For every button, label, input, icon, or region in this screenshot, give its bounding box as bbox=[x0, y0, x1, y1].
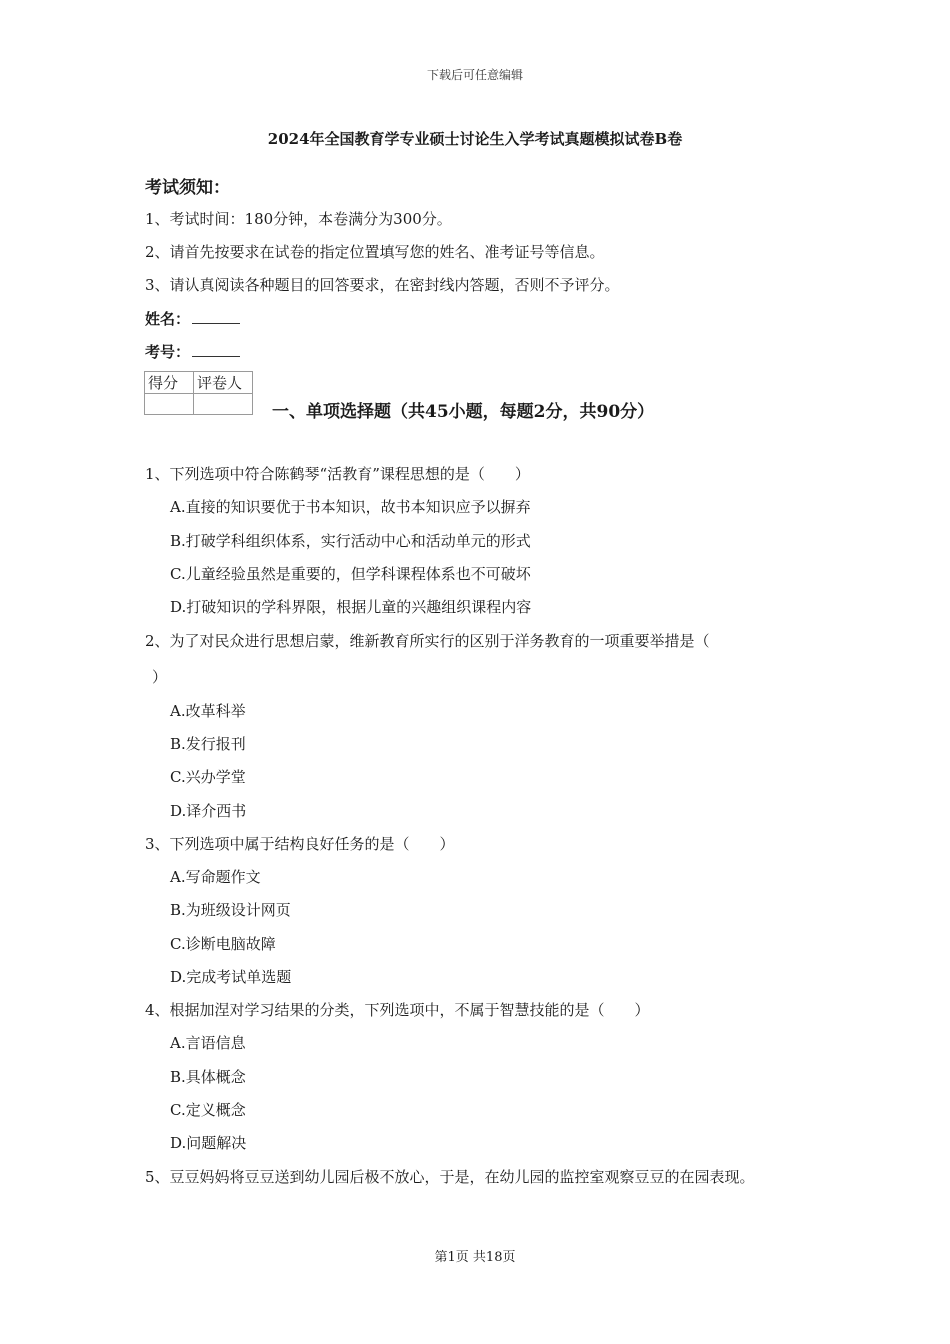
option: A.言语信息 bbox=[170, 1034, 246, 1052]
score-cell[interactable] bbox=[145, 394, 194, 415]
page-footer: 第1页 共18页 bbox=[434, 1250, 516, 1265]
option: B.打破学科组织体系，实行活动中心和活动单元的形式 bbox=[170, 532, 531, 550]
grader-cell[interactable] bbox=[194, 394, 253, 415]
notice-item: 2、请首先按要求在试卷的指定位置填写您的姓名、准考证号等信息。 bbox=[145, 243, 605, 261]
option: C.儿童经验虽然是重要的，但学科课程体系也不可破坏 bbox=[170, 565, 531, 583]
document-title: 2024年全国教育学专业硕士讨论生入学考试真题模拟试卷B卷 bbox=[267, 130, 683, 148]
header-note: 下载后可任意编辑 bbox=[426, 68, 523, 82]
grader-header: 评卷人 bbox=[194, 372, 253, 394]
option: A.改革科举 bbox=[170, 702, 246, 720]
name-label: 姓名： bbox=[145, 310, 191, 328]
option: B.发行报刊 bbox=[170, 735, 246, 753]
option: D.问题解决 bbox=[170, 1134, 247, 1152]
section-heading: 一、单项选择题（共45小题，每题2分，共90分） bbox=[272, 402, 655, 422]
name-blank[interactable] bbox=[192, 309, 240, 324]
score-table bbox=[144, 371, 253, 415]
notice-item: 1、考试时间：180分钟，本卷满分为300分。 bbox=[145, 210, 452, 228]
question-stem: 4、根据加涅对学习结果的分类，下列选项中，不属于智慧技能的是（ ） bbox=[145, 1001, 650, 1019]
option: C.兴办学堂 bbox=[170, 768, 246, 786]
score-header: 得分 bbox=[145, 372, 194, 394]
id-label: 考号： bbox=[145, 343, 191, 361]
option: C.诊断电脑故障 bbox=[170, 935, 276, 953]
notice-heading: 考试须知： bbox=[145, 178, 230, 198]
id-field bbox=[145, 341, 240, 362]
notice-item: 3、请认真阅读各种题目的回答要求，在密封线内答题，否则不予评分。 bbox=[145, 276, 620, 294]
name-field bbox=[145, 308, 240, 329]
option: B.具体概念 bbox=[170, 1068, 246, 1086]
option: D.译介西书 bbox=[170, 802, 247, 820]
question-stem-continuation: ） bbox=[152, 668, 168, 686]
question-stem: 3、下列选项中属于结构良好任务的是（ ） bbox=[145, 835, 455, 853]
option: A.写命题作文 bbox=[170, 868, 261, 886]
option: B.为班级设计网页 bbox=[170, 901, 291, 919]
question-stem: 2、为了对民众进行思想启蒙，维新教育所实行的区别于洋务教育的一项重要举措是（ bbox=[145, 632, 710, 650]
option: D.打破知识的学科界限，根据儿童的兴趣组织课程内容 bbox=[170, 598, 532, 616]
option: C.定义概念 bbox=[170, 1101, 246, 1119]
option: D.完成考试单选题 bbox=[170, 968, 292, 986]
question-stem: 1、下列选项中符合陈鹤琴“活教育”课程思想的是（ ） bbox=[145, 465, 530, 483]
id-blank[interactable] bbox=[192, 342, 240, 357]
option: A.直接的知识要优于书本知识，故书本知识应予以摒弃 bbox=[170, 498, 531, 516]
question-stem: 5、豆豆妈妈将豆豆送到幼儿园后极不放心，于是，在幼儿园的监控室观察豆豆的在园表现。 bbox=[145, 1168, 755, 1186]
